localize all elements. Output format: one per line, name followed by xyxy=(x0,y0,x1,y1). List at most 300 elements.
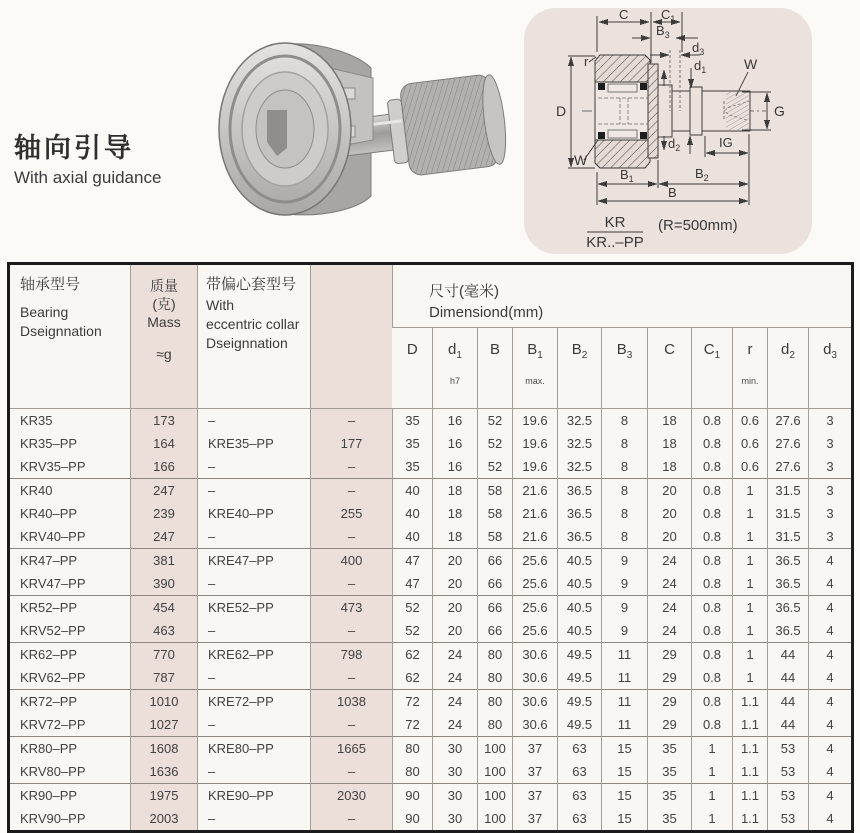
cell-dim: 30 xyxy=(433,737,478,761)
header-mass-zh: 质量 xyxy=(150,278,178,294)
cell-eccentric: – xyxy=(198,455,311,479)
cell-eccentric: KRE62–PP xyxy=(198,643,311,667)
page-title-en: With axial guidance xyxy=(14,168,162,187)
cell-dim: 9 xyxy=(602,549,648,573)
cell-dim: 4 xyxy=(809,549,853,573)
cell-dim: 4 xyxy=(809,572,853,596)
cell-dim: 3 xyxy=(809,479,853,503)
cell-dim: 21.6 xyxy=(513,502,558,525)
cell-designation: KR62–PP xyxy=(9,643,131,667)
cell-mass: 173 xyxy=(131,409,198,433)
cell-designation: KRV80–PP xyxy=(20,764,86,779)
cell-dim: 63 xyxy=(558,737,602,761)
cell-mass: 247 xyxy=(131,479,198,503)
cell-dim: 1 xyxy=(733,596,768,620)
cell-dim: 30 xyxy=(433,807,478,832)
cell-dim: 15 xyxy=(602,807,648,832)
cell-eccentric-mass: 798 xyxy=(311,643,393,667)
cell-dim: 11 xyxy=(602,690,648,714)
cell-eccentric: KRE90–PP xyxy=(198,784,311,808)
cell-eccentric: KRE80–PP xyxy=(198,737,311,761)
cell-dim: 25.6 xyxy=(513,596,558,620)
cell-dim: 0.8 xyxy=(692,549,733,573)
cell-dim: 20 xyxy=(433,596,478,620)
cell-mass: 1010 xyxy=(131,690,198,714)
cell-dim: 18 xyxy=(433,479,478,503)
cell-dim: 30.6 xyxy=(513,643,558,667)
table-row xyxy=(9,737,853,761)
page-top xyxy=(0,0,860,262)
cell-mass: 787 xyxy=(131,666,198,690)
cell-dim: 58 xyxy=(478,502,513,525)
cell-dim: 44 xyxy=(768,690,809,714)
cell-dim: 63 xyxy=(558,760,602,784)
header-dims-zh: 尺寸(毫米) xyxy=(429,283,499,300)
cell-dim: 0.8 xyxy=(692,596,733,620)
header-designation-en2: Dseignnation xyxy=(20,323,102,339)
cell-dim: 1 xyxy=(692,784,733,808)
cell-designation: KR35–PP xyxy=(20,436,78,451)
cell-dim: 66 xyxy=(478,596,513,620)
cell-dim: 9 xyxy=(602,619,648,643)
cell-dim: 3 xyxy=(809,502,853,525)
cell-dim: 8 xyxy=(602,479,648,503)
cell-eccentric-mass: 1038 xyxy=(311,690,393,714)
cell-eccentric-mass: – xyxy=(311,666,393,690)
cell-dim: 20 xyxy=(648,479,692,503)
cell-dim: 80 xyxy=(393,737,433,761)
cell-designation: KR72–PP xyxy=(9,690,131,714)
cell-dim: 36.5 xyxy=(558,525,602,549)
dim-label-c1: $C_1$ xyxy=(661,8,676,24)
series-note: (R=500mm) xyxy=(658,217,738,234)
cell-eccentric-mass: – xyxy=(311,619,393,643)
cell-dim: 100 xyxy=(478,737,513,761)
cell-dim: 16 xyxy=(433,432,478,455)
cell-dim: 53 xyxy=(768,807,809,832)
cell-mass: 164 xyxy=(131,432,198,455)
cell-dim: 36.5 xyxy=(768,572,809,596)
cell-dim: 24 xyxy=(433,713,478,737)
cell-dim: 52 xyxy=(478,455,513,479)
cell-dim: 4 xyxy=(809,690,853,714)
column-header-B2: $B_2$ xyxy=(558,328,602,409)
cell-dim: 35 xyxy=(648,737,692,761)
cell-dim: 18 xyxy=(433,502,478,525)
cell-dim: 35 xyxy=(393,455,433,479)
cell-dim: 9 xyxy=(602,596,648,620)
dim-label-b2: $B_2$ xyxy=(695,166,709,183)
cell-dim: 1.1 xyxy=(733,713,768,737)
table-row xyxy=(9,455,853,479)
cell-designation: KRV40–PP xyxy=(20,529,86,544)
cell-dim: 52 xyxy=(478,432,513,455)
cell-dim: 35 xyxy=(393,409,433,433)
cell-dim: 32.5 xyxy=(558,455,602,479)
cell-dim: 80 xyxy=(393,760,433,784)
cell-dim: 44 xyxy=(768,643,809,667)
cell-dim: 16 xyxy=(433,455,478,479)
table-row xyxy=(9,479,853,503)
cell-dim: 19.6 xyxy=(513,455,558,479)
cell-dim: 3 xyxy=(809,409,853,433)
cell-dim: 40.5 xyxy=(558,596,602,620)
cell-dim: 21.6 xyxy=(513,479,558,503)
cell-dim: 4 xyxy=(809,666,853,690)
cell-eccentric-mass: – xyxy=(311,525,393,549)
cell-dim: 4 xyxy=(809,784,853,808)
cell-dim: 20 xyxy=(433,549,478,573)
cell-eccentric-mass: – xyxy=(311,409,393,433)
cell-dim: 18 xyxy=(648,455,692,479)
cell-dim: 66 xyxy=(478,619,513,643)
cell-dim: 90 xyxy=(393,784,433,808)
cell-eccentric-mass: 255 xyxy=(311,502,393,525)
cell-dim: 4 xyxy=(809,807,853,832)
cell-dim: 66 xyxy=(478,549,513,573)
cell-dim: 32.5 xyxy=(558,409,602,433)
cell-dim: 27.6 xyxy=(768,455,809,479)
cell-dim: 19.6 xyxy=(513,409,558,433)
cell-dim: 35 xyxy=(648,807,692,832)
cell-dim: 63 xyxy=(558,807,602,832)
dimension-diagram-panel xyxy=(524,8,812,254)
cell-dim: 80 xyxy=(478,666,513,690)
cell-dim: 0.8 xyxy=(692,666,733,690)
cell-dim: 44 xyxy=(768,713,809,737)
cell-dim: 18 xyxy=(433,525,478,549)
cell-dim: 100 xyxy=(478,807,513,832)
cell-dim: 66 xyxy=(478,572,513,596)
cell-designation: KRV52–PP xyxy=(20,623,86,638)
cell-eccentric-mass: – xyxy=(311,572,393,596)
cell-dim: 29 xyxy=(648,643,692,667)
cell-mass: 770 xyxy=(131,643,198,667)
cell-eccentric-mass: 177 xyxy=(311,432,393,455)
cell-mass: 1975 xyxy=(131,784,198,808)
cell-dim: 30.6 xyxy=(513,690,558,714)
cell-dim: 100 xyxy=(478,784,513,808)
dim-label-b1: $B_1$ xyxy=(620,167,634,184)
cell-mass: 2003 xyxy=(131,807,198,832)
header-mass-unit: ≈g xyxy=(156,346,172,362)
cell-dim: 1 xyxy=(733,525,768,549)
cell-dim: 1 xyxy=(733,479,768,503)
cell-dim: 4 xyxy=(809,737,853,761)
table-row xyxy=(9,432,853,455)
cell-eccentric: – xyxy=(198,572,311,596)
cell-dim: 31.5 xyxy=(768,525,809,549)
column-header-B1: $B_1$ max. xyxy=(513,328,558,409)
cell-dim: 36.5 xyxy=(768,619,809,643)
cell-dim: 80 xyxy=(478,690,513,714)
cell-dim: 63 xyxy=(558,784,602,808)
table-row xyxy=(9,619,853,643)
cell-eccentric-mass: – xyxy=(311,807,393,832)
cell-dim: 35 xyxy=(648,760,692,784)
cell-dim: 4 xyxy=(809,643,853,667)
cell-dim: 20 xyxy=(433,572,478,596)
cell-dim: 18 xyxy=(648,432,692,455)
cell-dim: 37 xyxy=(513,807,558,832)
cell-dim: 25.6 xyxy=(513,549,558,573)
column-header-d3: $d_3$ xyxy=(809,328,853,409)
cell-mass: 390 xyxy=(131,572,198,596)
cell-dim: 0.6 xyxy=(733,432,768,455)
cell-dim: 3 xyxy=(809,432,853,455)
cell-dim: 24 xyxy=(433,643,478,667)
cell-dim: 0.8 xyxy=(692,455,733,479)
page-title-zh: 轴向引导 xyxy=(14,133,134,163)
title-block xyxy=(14,126,161,188)
cell-dim: 4 xyxy=(809,596,853,620)
cell-eccentric: – xyxy=(198,760,311,784)
cell-dim: 49.5 xyxy=(558,666,602,690)
cell-dim: 11 xyxy=(602,643,648,667)
column-header-r: r min. xyxy=(733,328,768,409)
cell-dim: 15 xyxy=(602,784,648,808)
cell-dim: 4 xyxy=(809,760,853,784)
cell-dim: 31.5 xyxy=(768,502,809,525)
cell-dim: 62 xyxy=(393,666,433,690)
cell-dim: 27.6 xyxy=(768,432,809,455)
bearing-table xyxy=(7,262,854,833)
cell-mass: 463 xyxy=(131,619,198,643)
cell-dim: 40.5 xyxy=(558,572,602,596)
table-row xyxy=(9,666,853,690)
table-row xyxy=(9,713,853,737)
column-header-B: B xyxy=(478,328,513,409)
cell-designation: KR90–PP xyxy=(9,784,131,808)
cell-eccentric: – xyxy=(198,525,311,549)
column-header-eccentric xyxy=(198,264,311,409)
cell-dim: 0.8 xyxy=(692,479,733,503)
cell-dim: 24 xyxy=(433,690,478,714)
cell-designation: KRV35–PP xyxy=(20,459,86,474)
cell-dim: 8 xyxy=(602,455,648,479)
cell-dim: 37 xyxy=(513,760,558,784)
cell-eccentric-mass: 400 xyxy=(311,549,393,573)
cell-dim: 8 xyxy=(602,525,648,549)
cell-dim: 1 xyxy=(733,666,768,690)
cell-dim: 0.8 xyxy=(692,713,733,737)
cell-dim: 44 xyxy=(768,666,809,690)
column-header-D: D xyxy=(393,328,433,409)
cell-eccentric: KRE47–PP xyxy=(198,549,311,573)
cell-mass: 239 xyxy=(131,502,198,525)
cell-dim: 0.8 xyxy=(692,572,733,596)
cell-dim: 24 xyxy=(648,572,692,596)
header-mass-en: Mass xyxy=(147,314,181,330)
cell-dim: 1 xyxy=(733,502,768,525)
cell-dim: 52 xyxy=(393,619,433,643)
cell-designation: KR47–PP xyxy=(9,549,131,573)
header-eccentric-zh: 带偏心套型号 xyxy=(206,276,297,293)
cell-dim: 1.1 xyxy=(733,784,768,808)
column-header-d2: $d_2$ xyxy=(768,328,809,409)
cell-eccentric-mass: – xyxy=(311,760,393,784)
cell-dim: 1.1 xyxy=(733,690,768,714)
cell-dim: 58 xyxy=(478,525,513,549)
cell-dim: 19.6 xyxy=(513,432,558,455)
cell-dim: 20 xyxy=(648,525,692,549)
cell-dim: 29 xyxy=(648,690,692,714)
dim-label-w-top: W xyxy=(744,56,758,72)
cell-dim: 0.8 xyxy=(692,690,733,714)
table-row xyxy=(9,596,853,620)
cell-dim: 1 xyxy=(733,643,768,667)
cell-dim: 1 xyxy=(733,619,768,643)
cell-dim: 58 xyxy=(478,479,513,503)
table-row xyxy=(9,784,853,808)
cell-dim: 30 xyxy=(433,784,478,808)
header-eccentric-en3: Dseignnation xyxy=(206,335,288,351)
dim-label-r: r xyxy=(584,54,589,69)
cell-dim: 8 xyxy=(602,432,648,455)
cell-dim: 49.5 xyxy=(558,713,602,737)
cell-dim: 80 xyxy=(478,713,513,737)
cell-dim: 24 xyxy=(648,596,692,620)
cell-designation: KR35 xyxy=(20,413,53,428)
table-row xyxy=(9,643,853,667)
cell-dim: 1 xyxy=(692,737,733,761)
dim-label-d-big: D xyxy=(556,103,567,119)
dim-label-d1: $d_1$ xyxy=(694,58,707,75)
cell-dim: 0.8 xyxy=(692,525,733,549)
column-header-C: C xyxy=(648,328,692,409)
cell-dim: 11 xyxy=(602,713,648,737)
cell-dim: 0.8 xyxy=(692,643,733,667)
cell-dim: 72 xyxy=(393,690,433,714)
series-label-kr: KR xyxy=(604,214,626,231)
cell-dim: 0.8 xyxy=(692,409,733,433)
cell-dim: 37 xyxy=(513,784,558,808)
dim-label-d3: $d_3$ xyxy=(692,40,705,57)
dim-label-w-left: W xyxy=(574,152,588,168)
cell-dim: 37 xyxy=(513,737,558,761)
cell-dim: 40 xyxy=(393,479,433,503)
cell-mass: 166 xyxy=(131,455,198,479)
cell-designation: KRV72–PP xyxy=(20,717,86,732)
cell-dim: 25.6 xyxy=(513,572,558,596)
cell-dim: 80 xyxy=(478,643,513,667)
dim-label-d2: $d_2$ xyxy=(668,136,681,153)
dim-label-ig: IG xyxy=(719,135,733,150)
cell-dim: 0.6 xyxy=(733,409,768,433)
cell-eccentric: KRE52–PP xyxy=(198,596,311,620)
cell-dim: 9 xyxy=(602,572,648,596)
cell-designation: KR52–PP xyxy=(9,596,131,620)
cell-eccentric-mass: 2030 xyxy=(311,784,393,808)
cell-dim: 35 xyxy=(393,432,433,455)
cell-dim: 0.8 xyxy=(692,619,733,643)
cell-mass: 454 xyxy=(131,596,198,620)
header-eccentric-en1: With xyxy=(206,297,234,313)
cell-dim: 53 xyxy=(768,737,809,761)
cell-dim: 35 xyxy=(648,784,692,808)
cell-dim: 15 xyxy=(602,737,648,761)
cell-eccentric: – xyxy=(198,713,311,737)
bearing-table-wrap xyxy=(0,262,860,833)
cell-mass: 1636 xyxy=(131,760,198,784)
cell-dim: 72 xyxy=(393,713,433,737)
cell-eccentric: – xyxy=(198,619,311,643)
cell-eccentric: – xyxy=(198,479,311,503)
table-row xyxy=(9,549,853,573)
dim-label-b3: $B_3$ xyxy=(656,23,670,40)
cell-dim: 3 xyxy=(809,455,853,479)
cell-eccentric: KRE72–PP xyxy=(198,690,311,714)
cell-designation: KRV62–PP xyxy=(20,670,86,685)
cell-dim: 47 xyxy=(393,572,433,596)
cell-dim: 32.5 xyxy=(558,432,602,455)
cell-dim: 36.5 xyxy=(768,549,809,573)
column-header-B3: $B_3$ xyxy=(602,328,648,409)
cell-designation: KR40–PP xyxy=(20,506,78,521)
cell-dim: 20 xyxy=(433,619,478,643)
table-row xyxy=(9,409,853,433)
cell-designation: KRV90–PP xyxy=(20,811,86,826)
cell-dim: 62 xyxy=(393,643,433,667)
cell-dim: 20 xyxy=(648,502,692,525)
table-row xyxy=(9,572,853,596)
cell-dim: 3 xyxy=(809,525,853,549)
cell-dim: 21.6 xyxy=(513,525,558,549)
cell-dim: 16 xyxy=(433,409,478,433)
cell-dim: 30.6 xyxy=(513,713,558,737)
cell-dim: 29 xyxy=(648,666,692,690)
dim-label-c: C xyxy=(619,8,629,22)
cell-dim: 90 xyxy=(393,807,433,832)
cell-dim: 24 xyxy=(648,619,692,643)
cell-eccentric-mass: – xyxy=(311,713,393,737)
table-row xyxy=(9,690,853,714)
cell-eccentric: – xyxy=(198,666,311,690)
table-row xyxy=(9,807,853,832)
cell-dim: 30.6 xyxy=(513,666,558,690)
cell-designation: KR40 xyxy=(9,479,131,503)
cell-dim: 1 xyxy=(733,572,768,596)
cell-designation: KR80–PP xyxy=(9,737,131,761)
cell-eccentric: – xyxy=(198,409,311,433)
cell-dim: 53 xyxy=(768,760,809,784)
cell-dim: 36.5 xyxy=(768,596,809,620)
column-header-eccentric-mass xyxy=(311,264,393,409)
cell-dim: 1 xyxy=(692,807,733,832)
cell-dim: 52 xyxy=(478,409,513,433)
header-mass-zh2: (克) xyxy=(152,296,176,312)
column-header-dimensions xyxy=(393,264,853,328)
cell-eccentric: KRE40–PP xyxy=(198,502,311,525)
cell-dim: 24 xyxy=(433,666,478,690)
cell-eccentric-mass: 1665 xyxy=(311,737,393,761)
cell-dim: 18 xyxy=(648,409,692,433)
cell-dim: 1.1 xyxy=(733,760,768,784)
cell-dim: 29 xyxy=(648,713,692,737)
table-row xyxy=(9,525,853,549)
cell-dim: 8 xyxy=(602,409,648,433)
cell-dim: 1 xyxy=(692,760,733,784)
cell-dim: 100 xyxy=(478,760,513,784)
cell-dim: 49.5 xyxy=(558,690,602,714)
cell-dim: 31.5 xyxy=(768,479,809,503)
cell-dim: 53 xyxy=(768,784,809,808)
cell-mass: 247 xyxy=(131,525,198,549)
cell-dim: 30 xyxy=(433,760,478,784)
cell-dim: 0.8 xyxy=(692,432,733,455)
cell-dim: 1.1 xyxy=(733,807,768,832)
cell-mass: 1608 xyxy=(131,737,198,761)
